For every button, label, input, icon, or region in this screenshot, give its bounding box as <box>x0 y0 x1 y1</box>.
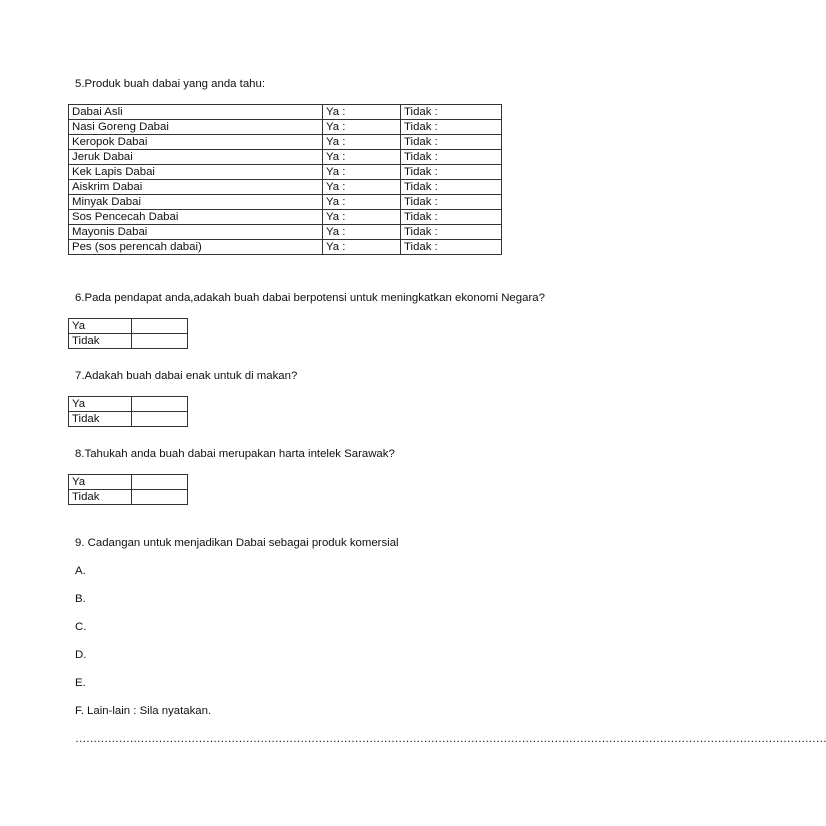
table-row <box>69 412 188 427</box>
suggestion-option-a: A. <box>75 565 86 577</box>
ya-cell[interactable]: Ya : <box>323 150 401 165</box>
ya-cell[interactable]: Ya : <box>323 165 401 180</box>
suggestion-option-d: D. <box>75 649 87 661</box>
product-name: Aiskrim Dabai <box>69 180 323 195</box>
product-name: Sos Pencecah Dabai <box>69 210 323 225</box>
tidak-cell[interactable]: Tidak : <box>401 135 502 150</box>
product-name: Keropok Dabai <box>69 135 323 150</box>
question-7-title: 7.Adakah buah dabai enak untuk di makan? <box>75 370 298 382</box>
table-row <box>69 120 502 135</box>
table-row <box>69 334 188 349</box>
table-row <box>69 105 502 120</box>
tidak-cell[interactable]: Tidak : <box>401 105 502 120</box>
product-name: Minyak Dabai <box>69 195 323 210</box>
tidak-cell[interactable]: Tidak : <box>401 150 502 165</box>
table-row <box>69 150 502 165</box>
ya-cell[interactable]: Ya : <box>323 240 401 255</box>
option-label: Ya <box>69 319 132 334</box>
option-label: Tidak <box>69 490 132 505</box>
table-row <box>69 397 188 412</box>
suggestion-other-label: F. Lain-lain : Sila nyatakan. <box>75 705 212 717</box>
ya-cell[interactable]: Ya : <box>323 105 401 120</box>
tidak-cell[interactable]: Tidak : <box>401 210 502 225</box>
question-8-answer-table <box>68 474 188 505</box>
option-label: Tidak <box>69 334 132 349</box>
table-row <box>69 319 188 334</box>
table-row <box>69 240 502 255</box>
tidak-cell[interactable]: Tidak : <box>401 240 502 255</box>
option-label: Ya <box>69 475 132 490</box>
table-row <box>69 135 502 150</box>
table-row <box>69 210 502 225</box>
tidak-cell[interactable]: Tidak : <box>401 120 502 135</box>
table-row <box>69 165 502 180</box>
table-row <box>69 475 188 490</box>
answer-box[interactable] <box>132 412 188 427</box>
question-9-title: 9. Cadangan untuk menjadikan Dabai sebagai produk komersial <box>75 537 399 549</box>
ya-cell[interactable]: Ya : <box>323 120 401 135</box>
question-6-answer-table <box>68 318 188 349</box>
question-8-title: 8.Tahukah anda buah dabai merupakan harta intelek Sarawak? <box>75 448 395 460</box>
answer-box[interactable] <box>132 397 188 412</box>
tidak-cell[interactable]: Tidak : <box>401 165 502 180</box>
suggestion-option-c: C. <box>75 621 87 633</box>
option-label: Ya <box>69 397 132 412</box>
tidak-cell[interactable]: Tidak : <box>401 225 502 240</box>
product-name: Jeruk Dabai <box>69 150 323 165</box>
answer-box[interactable] <box>132 319 188 334</box>
table-row <box>69 195 502 210</box>
product-name: Pes (sos perencah dabai) <box>69 240 323 255</box>
ya-cell[interactable]: Ya : <box>323 210 401 225</box>
product-name: Nasi Goreng Dabai <box>69 120 323 135</box>
answer-dotted-line[interactable]: ……………………………………………………………………………………………………………………………………………………………………………………… <box>75 733 826 745</box>
answer-box[interactable] <box>132 490 188 505</box>
table-row <box>69 490 188 505</box>
ya-cell[interactable]: Ya : <box>323 135 401 150</box>
ya-cell[interactable]: Ya : <box>323 225 401 240</box>
suggestion-option-e: E. <box>75 677 86 689</box>
question-5-table <box>68 104 502 255</box>
answer-box[interactable] <box>132 334 188 349</box>
product-name: Mayonis Dabai <box>69 225 323 240</box>
answer-box[interactable] <box>132 475 188 490</box>
product-name: Dabai Asli <box>69 105 323 120</box>
tidak-cell[interactable]: Tidak : <box>401 180 502 195</box>
product-name: Kek Lapis Dabai <box>69 165 323 180</box>
table-row <box>69 180 502 195</box>
question-6-title: 6.Pada pendapat anda,adakah buah dabai berpotensi untuk meningkatkan ekonomi Negara? <box>75 292 545 304</box>
ya-cell[interactable]: Ya : <box>323 180 401 195</box>
question-5-title: 5.Produk buah dabai yang anda tahu: <box>75 78 265 90</box>
option-label: Tidak <box>69 412 132 427</box>
ya-cell[interactable]: Ya : <box>323 195 401 210</box>
tidak-cell[interactable]: Tidak : <box>401 195 502 210</box>
suggestion-option-b: B. <box>75 593 86 605</box>
question-7-answer-table <box>68 396 188 427</box>
table-row <box>69 225 502 240</box>
